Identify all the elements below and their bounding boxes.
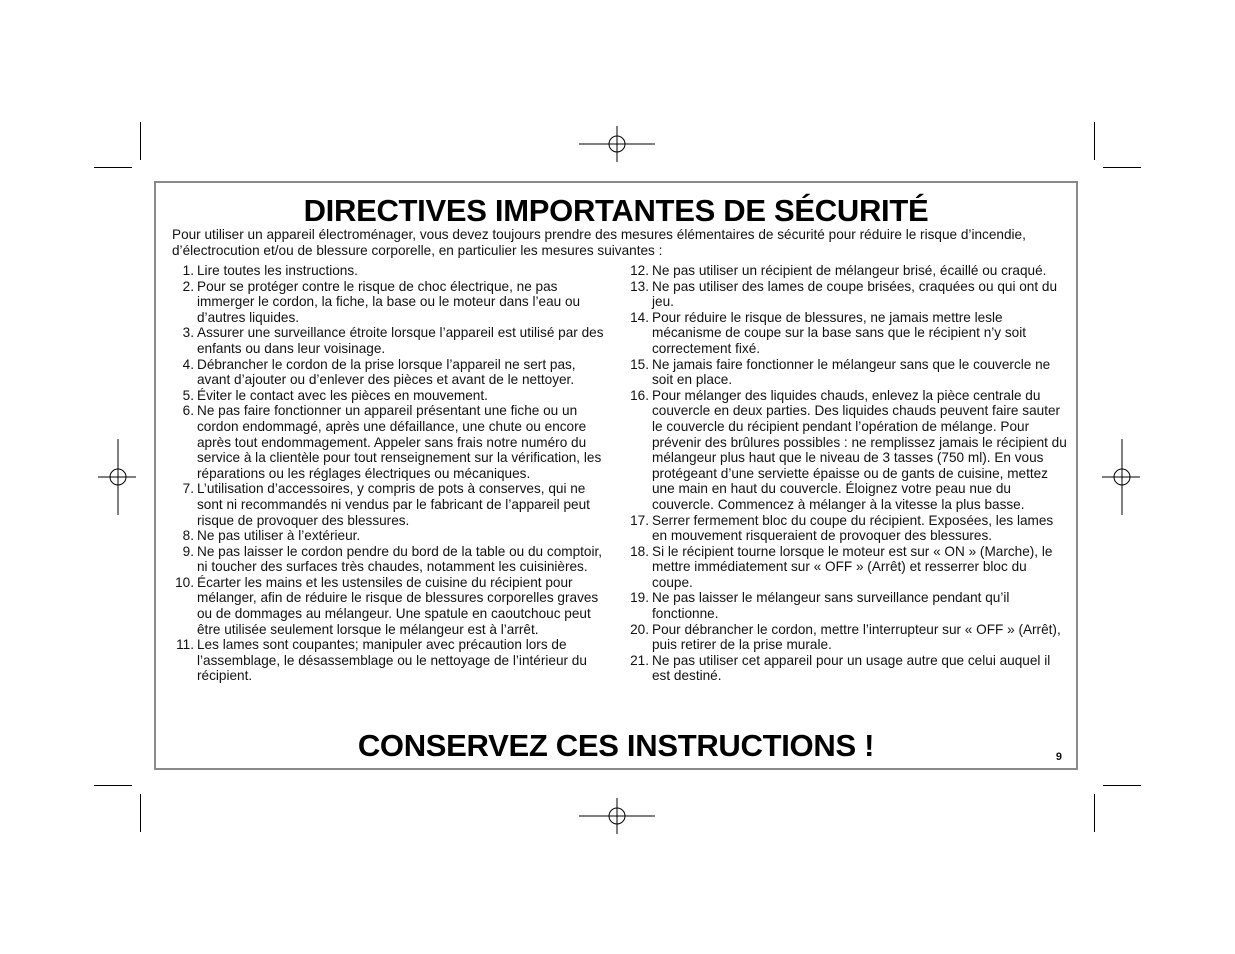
- instruction-number: 20.: [630, 621, 649, 637]
- instructions-list-right: [627, 263, 1068, 684]
- instruction-number: 11.: [176, 637, 194, 653]
- instruction-text: Ne jamais faire fonctionner le mélangeur sans que le couvercle ne soit en place.: [652, 356, 1051, 388]
- instruction-number: 19.: [630, 590, 649, 606]
- instruction-item: [172, 279, 608, 326]
- crop-mark-top-right-horizontal: [1103, 167, 1141, 168]
- crop-mark-top-left-horizontal: [94, 167, 132, 168]
- instruction-text: Ne pas faire fonctionner un appareil présentant une fiche ou un cordon endommagé, après une défaillance, une chute ou encore après tout endommagement. Appeler sans frais notre numéro du service à la clientèle pour tout renseignement sur la vérification, les réparations ou les réglages électriques ou mécaniques.: [197, 403, 602, 481]
- registration-mark-top: [579, 106, 655, 182]
- instruction-item: [627, 263, 1068, 279]
- safety-instructions-panel: [154, 181, 1078, 770]
- instruction-item: [172, 263, 608, 279]
- instruction-number: 6.: [182, 403, 194, 419]
- instruction-item: [627, 590, 1068, 621]
- instruction-item: [627, 544, 1068, 591]
- instruction-text: Pour se protéger contre le risque de choc électrique, ne pas immerger le cordon, la fiche, la base ou le moteur dans l’eau ou d’autres liquides.: [197, 278, 581, 325]
- registration-mark-left: [80, 439, 156, 515]
- instruction-item: [627, 388, 1068, 513]
- instruction-item: [172, 637, 608, 684]
- crop-mark-top-left-vertical: [140, 122, 141, 160]
- instruction-number: 17.: [630, 512, 649, 528]
- instruction-text: Ne pas utiliser à l’extérieur.: [197, 528, 361, 544]
- instruction-text: Pour débrancher le cordon, mettre l’interrupteur sur « OFF » (Arrêt), puis retirer de la prise murale.: [652, 621, 1061, 653]
- instruction-item: [172, 575, 608, 637]
- instruction-item: [172, 481, 608, 528]
- crop-mark-bottom-left-horizontal: [94, 785, 132, 786]
- crop-mark-bottom-right-horizontal: [1103, 785, 1141, 786]
- crop-mark-top-right-vertical: [1094, 122, 1095, 160]
- instruction-number: 16.: [630, 387, 649, 403]
- instruction-text: Ne pas utiliser cet appareil pour un usage autre que celui auquel il est destiné.: [652, 652, 1051, 684]
- instruction-item: [172, 388, 608, 404]
- instruction-text: Ne pas utiliser un récipient de mélangeur brisé, écaillé ou craqué.: [652, 263, 1047, 278]
- closing-title: CONSERVEZ CES INSTRUCTIONS !: [357, 728, 875, 763]
- instruction-number: 3.: [182, 325, 194, 341]
- instruction-number: 7.: [182, 481, 194, 497]
- instruction-text: Débrancher le cordon de la prise lorsque l’appareil ne sert pas, avant d’ajouter ou d’enlever des pièces et avant de le nettoyer.: [197, 356, 576, 388]
- page-number: 9: [1055, 751, 1062, 763]
- instruction-item: [627, 310, 1068, 357]
- instruction-number: 12.: [630, 263, 649, 278]
- instruction-number: 4.: [182, 356, 194, 372]
- instruction-text: Si le récipient tourne lorsque le moteur est sur « ON » (Marche), le mettre immédiatement sur « OFF » (Arrêt) et resserrer bloc du coupe.: [652, 543, 1053, 590]
- instruction-item: [627, 622, 1068, 653]
- instruction-text: Ne pas laisser le mélangeur sans surveillance pendant qu’il fonctionne.: [652, 590, 1010, 622]
- instruction-text: Lire toutes les instructions.: [197, 263, 358, 278]
- instruction-item: [172, 325, 608, 356]
- instruction-item: [627, 513, 1068, 544]
- instruction-item: [172, 544, 608, 575]
- instruction-number: 18.: [630, 543, 649, 559]
- registration-mark-right: [1084, 439, 1160, 515]
- instruction-number: 14.: [630, 309, 649, 325]
- instruction-text: L’utilisation d’accessoires, y compris de pots à conserves, qui ne sont ni recommandés ni vendus par le fabricant de l’appareil peut risque de provoquer des blessures.: [197, 481, 590, 528]
- instruction-number: 2.: [182, 278, 194, 294]
- instruction-text: Assurer une surveillance étroite lorsque l’appareil est utilisé par des enfants ou dans leur voisinage.: [197, 325, 604, 356]
- instruction-item: [627, 357, 1068, 388]
- instruction-text: Ne pas laisser le cordon pendre du bord de la table ou du comptoir, ni toucher des surfaces très chaudes, notamment les cuisinières.: [197, 543, 603, 575]
- instruction-text: Pour mélanger des liquides chauds, enlevez la pièce centrale du couvercle en deux parties. Des liquides chauds peuvent faire sauter le couvercle du récipient pendant l’opération de mélange. Pour prévenir des brûlures possibles : ne remplissez jamais le récipient du mélangeur plus haut que le niveau de 3 tasses (750 ml). En vous protégeant d’une serviette épaisse ou de gants de cuisine, mettez une main en haut du couvercle. Éloignez votre peau nue du couvercle. Commencez à mélanger à la vitesse la plus basse.: [652, 387, 1067, 512]
- crop-mark-bottom-right-vertical: [1094, 794, 1095, 832]
- instruction-text: Écarter les mains et les ustensiles de cuisine du récipient pour mélanger, afin de réduire le risque de blessures corporelles graves ou de dommages au mélangeur. Une spatule en caoutchouc peut être utilisée seulement lorsque le mélangeur est à l’arrêt.: [197, 574, 599, 637]
- instruction-number: 15.: [630, 356, 649, 372]
- instruction-number: 1.: [182, 263, 194, 278]
- crop-mark-bottom-left-vertical: [140, 794, 141, 832]
- instruction-text: Les lames sont coupantes; manipuler avec précaution lors de l’assemblage, le désassemblage ou le nettoyage de l’intérieur du récipient.: [197, 637, 587, 684]
- instruction-text: Éviter le contact avec les pièces en mouvement.: [197, 387, 488, 403]
- instruction-text: Pour réduire le risque de blessures, ne jamais mettre lesle mécanisme de coupe sur la base sans que le récipient n’y soit correctement fixé.: [652, 309, 1027, 356]
- instruction-number: 9.: [182, 543, 194, 559]
- intro-paragraph: Pour utiliser un appareil électroménager, vous devez toujours prendre des mesures élémentaires de sécurité pour réduire le risque d’incendie, d’électrocution et/ou de blessure corporelle, en particulier les mesures suivantes :: [172, 227, 1026, 258]
- instruction-number: 13.: [630, 278, 649, 294]
- instruction-item: [627, 279, 1068, 310]
- instruction-number: 10.: [175, 574, 194, 590]
- instruction-number: 8.: [182, 528, 194, 544]
- instructions-list-left: [172, 263, 608, 684]
- instruction-item: [627, 653, 1068, 684]
- instruction-number: 21.: [630, 652, 649, 668]
- registration-mark-bottom: [579, 778, 655, 854]
- instruction-item: [172, 357, 608, 388]
- instruction-text: Serrer fermement bloc du coupe du récipient. Exposées, les lames en mouvement risqueraient de provoquer des blessures.: [652, 512, 1054, 544]
- page-title: DIRECTIVES IMPORTANTES DE SÉCURITÉ: [303, 193, 929, 228]
- instruction-item: [172, 403, 608, 481]
- instruction-item: [172, 528, 608, 544]
- instruction-text: Ne pas utiliser des lames de coupe brisées, craquées ou qui ont du jeu.: [652, 278, 1058, 310]
- instruction-number: 5.: [182, 387, 194, 403]
